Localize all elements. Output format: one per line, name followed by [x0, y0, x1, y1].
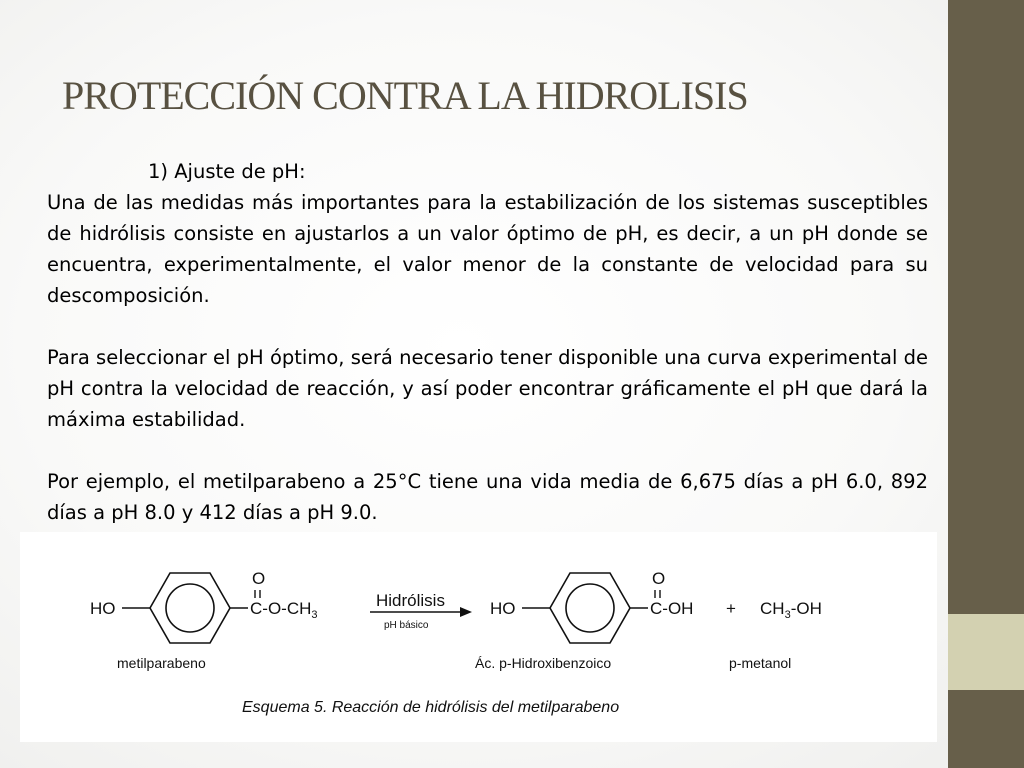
paragraph-1: Una de las medidas más importantes para la estabilización de los sistemas susceptibles de hidrólisis consiste en ajustarlos a un valor óptimo de pH, es decir, a un pH donde se encuentra, experimentalmente, el valor menor de la constante de velocidad para su descomposición. [47, 191, 928, 307]
slide-title: PROTECCIÓN CONTRA LA HIDROLISIS [62, 73, 748, 118]
product-carbonyl-o: O [652, 569, 666, 588]
scheme-caption: Esquema 5. Reacción de hidrólisis del metilparabeno [242, 699, 620, 716]
arrow-bottom-label: pH básico [384, 620, 429, 631]
body-text [47, 156, 928, 559]
product-ho: HO [490, 599, 516, 618]
methanol-formula [760, 599, 822, 621]
product-acid-group: C-OH [650, 599, 694, 618]
ester-subscript: 3 [311, 609, 318, 621]
reactant-structure [90, 569, 318, 671]
methanol-ch: CH [760, 599, 785, 618]
side-band-accent [948, 614, 1024, 690]
methanol-oh: -OH [790, 599, 822, 618]
reaction-scheme [20, 532, 937, 742]
paragraph-2: Para seleccionar el pH óptimo, será necesario tener disponible una curva experimental de pH contra la velocidad de reacción, y así poder encontrar gráficamente el pH que dará la máxima estabilidad. [47, 346, 928, 431]
paragraph-3: Por ejemplo, el metilparabeno a 25°C tiene una vida media de 6,675 días a pH 6.0, 892 días a pH 8.0 y 412 días a pH 9.0. [47, 470, 928, 524]
reactant-label: metilparabeno [117, 655, 206, 671]
product-label: Ác. p-Hidroxibenzoico [475, 655, 612, 671]
product-ring-circle [566, 584, 614, 632]
reactant-carbonyl-o: O [252, 569, 266, 588]
section-heading: 1) Ajuste de pH: [148, 160, 306, 183]
reactant-ester-group [250, 599, 318, 621]
reactant-ring-circle [166, 584, 214, 632]
product-structure [475, 569, 693, 671]
arrow-top-label: Hidrólisis [376, 591, 445, 610]
arrow-head [460, 607, 472, 617]
methanol-subscript: 3 [784, 609, 791, 621]
reaction-scheme-drawing [20, 532, 937, 742]
reaction-arrow [370, 591, 472, 631]
methanol-label: p-metanol [729, 655, 792, 671]
reactant-ho: HO [90, 599, 116, 618]
plus-sign: + [726, 599, 736, 618]
ester-group-text: C-O-CH [250, 599, 312, 618]
